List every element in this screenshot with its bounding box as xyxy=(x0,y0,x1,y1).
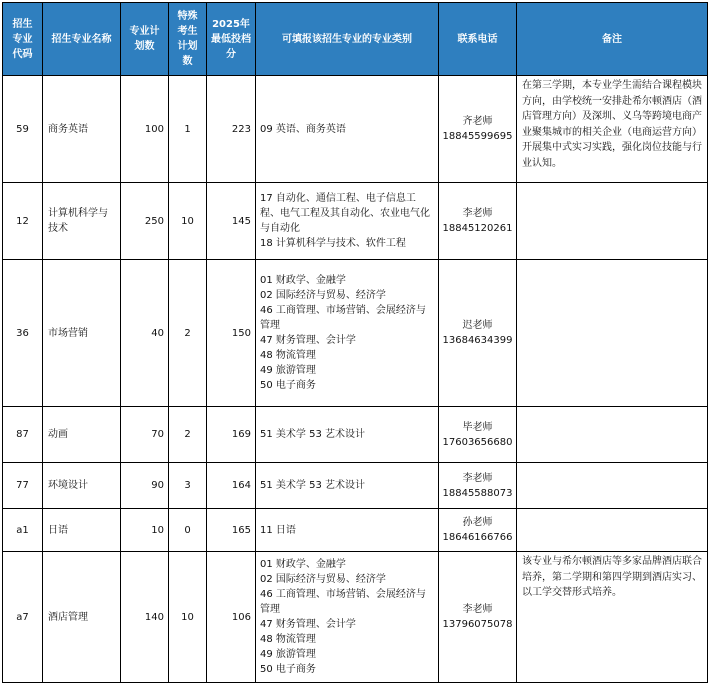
category-item: 51 美术学 53 艺术设计 xyxy=(260,480,365,491)
category-item: 46 工商管理、市场营销、会展经济与管理 xyxy=(260,305,426,331)
contact-name: 毕老师 xyxy=(462,421,493,433)
category-item: 50 电子商务 xyxy=(260,664,316,675)
special-count: 2 xyxy=(169,407,207,463)
category-list xyxy=(256,552,439,683)
special-count: 1 xyxy=(169,76,207,183)
contact-name: 李老师 xyxy=(462,472,493,484)
category-item: 47 财务管理、会计学 xyxy=(260,335,356,346)
contact-cell xyxy=(439,463,517,509)
plan-count: 100 xyxy=(121,76,169,183)
note-cell xyxy=(517,463,708,509)
min-score: 169 xyxy=(207,407,256,463)
contact-cell xyxy=(439,76,517,183)
category-list xyxy=(256,183,439,260)
contact-phone: 17603656680 xyxy=(442,436,513,448)
table-body xyxy=(3,76,708,683)
category-item: 01 财政学、金融学 xyxy=(260,559,346,570)
header-code: 招生专业代码 xyxy=(3,3,43,76)
enrollment-table xyxy=(2,2,708,683)
header-phone: 联系电话 xyxy=(439,3,517,76)
major-code: a1 xyxy=(3,509,43,552)
special-count: 10 xyxy=(169,552,207,683)
plan-count: 90 xyxy=(121,463,169,509)
special-count: 3 xyxy=(169,463,207,509)
contact-cell xyxy=(439,552,517,683)
contact-phone: 18845599695 xyxy=(442,131,513,142)
major-code: a7 xyxy=(3,552,43,683)
category-item: 11 日语 xyxy=(260,524,296,536)
note-cell xyxy=(517,260,708,407)
plan-count: 140 xyxy=(121,552,169,683)
contact-cell xyxy=(439,260,517,407)
category-item: 49 旅游管理 xyxy=(260,649,316,660)
contact-cell xyxy=(439,183,517,260)
category-item: 50 电子商务 xyxy=(260,380,316,391)
special-count: 10 xyxy=(169,183,207,260)
special-count: 0 xyxy=(169,509,207,552)
contact-cell xyxy=(439,509,517,552)
plan-count: 70 xyxy=(121,407,169,463)
category-item: 18 计算机科学与技术、软件工程 xyxy=(260,238,406,249)
header-note: 备注 xyxy=(517,3,708,76)
major-name: 环境设计 xyxy=(43,463,121,509)
header-categories: 可填报该招生专业的专业类别 xyxy=(256,3,439,76)
category-item: 09 英语、商务英语 xyxy=(260,123,346,135)
header-score: 2025年最低投档分 xyxy=(207,3,256,76)
plan-count: 250 xyxy=(121,183,169,260)
category-item: 02 国际经济与贸易、经济学 xyxy=(260,290,386,301)
note-cell xyxy=(517,183,708,260)
contact-phone: 18646166766 xyxy=(442,532,513,543)
contact-phone: 13796075078 xyxy=(442,619,513,630)
min-score: 164 xyxy=(207,463,256,509)
major-code: 77 xyxy=(3,463,43,509)
min-score: 150 xyxy=(207,260,256,407)
contact-phone: 18845588073 xyxy=(442,487,513,499)
contact-name: 李老师 xyxy=(462,604,493,615)
note-cell: 在第三学期，本专业学生需结合课程模块方向，由学校统一安排赴希尔顿酒店（酒店管理方向）及深圳、义乌等跨境电商产业聚集城市的相关企业（电商运营方向）开展集中式实习实践，强化岗位技能与行业认知。 xyxy=(517,76,708,183)
header-row xyxy=(3,3,708,76)
table-row xyxy=(3,509,708,552)
category-item: 48 物流管理 xyxy=(260,350,316,361)
major-code: 59 xyxy=(3,76,43,183)
category-item: 48 物流管理 xyxy=(260,634,316,645)
category-item: 49 旅游管理 xyxy=(260,365,316,376)
table-row xyxy=(3,407,708,463)
category-item: 02 国际经济与贸易、经济学 xyxy=(260,574,386,585)
header-name: 招生专业名称 xyxy=(43,3,121,76)
table-row xyxy=(3,76,708,183)
special-count: 2 xyxy=(169,260,207,407)
contact-phone: 18845120261 xyxy=(442,223,513,234)
category-item: 51 美术学 53 艺术设计 xyxy=(260,429,365,440)
note-cell xyxy=(517,509,708,552)
min-score: 223 xyxy=(207,76,256,183)
contact-name: 齐老师 xyxy=(462,116,493,127)
table-row xyxy=(3,183,708,260)
category-list xyxy=(256,76,439,183)
major-name: 动画 xyxy=(43,407,121,463)
major-name: 日语 xyxy=(43,509,121,552)
category-list xyxy=(256,260,439,407)
major-name: 酒店管理 xyxy=(43,552,121,683)
category-list xyxy=(256,509,439,552)
table-row xyxy=(3,463,708,509)
major-name: 计算机科学与技术 xyxy=(43,183,121,260)
category-item: 46 工商管理、市场营销、会展经济与管理 xyxy=(260,589,426,615)
major-name: 商务英语 xyxy=(43,76,121,183)
header-plan: 专业计划数 xyxy=(121,3,169,76)
major-code: 12 xyxy=(3,183,43,260)
note-cell: 该专业与希尔顿酒店等多家品牌酒店联合培养，第二学期和第四学期到酒店实习、以工学交替形式培养。 xyxy=(517,552,708,683)
contact-name: 迟老师 xyxy=(462,320,493,331)
note-cell xyxy=(517,407,708,463)
header-special: 特殊考生计划数 xyxy=(169,3,207,76)
contact-name: 李老师 xyxy=(462,208,493,219)
major-code: 87 xyxy=(3,407,43,463)
plan-count: 10 xyxy=(121,509,169,552)
major-code: 36 xyxy=(3,260,43,407)
category-item: 17 自动化、通信工程、电子信息工程、电气工程及其自动化、农业电气化与自动化 xyxy=(260,193,430,234)
table-row xyxy=(3,260,708,407)
contact-cell xyxy=(439,407,517,463)
category-item: 01 财政学、金融学 xyxy=(260,275,346,286)
plan-count: 40 xyxy=(121,260,169,407)
category-list xyxy=(256,407,439,463)
contact-name: 孙老师 xyxy=(462,517,493,528)
major-name: 市场营销 xyxy=(43,260,121,407)
min-score: 106 xyxy=(207,552,256,683)
category-list xyxy=(256,463,439,509)
category-item: 47 财务管理、会计学 xyxy=(260,619,356,630)
table-row xyxy=(3,552,708,683)
min-score: 165 xyxy=(207,509,256,552)
min-score: 145 xyxy=(207,183,256,260)
contact-phone: 13684634399 xyxy=(442,335,513,346)
